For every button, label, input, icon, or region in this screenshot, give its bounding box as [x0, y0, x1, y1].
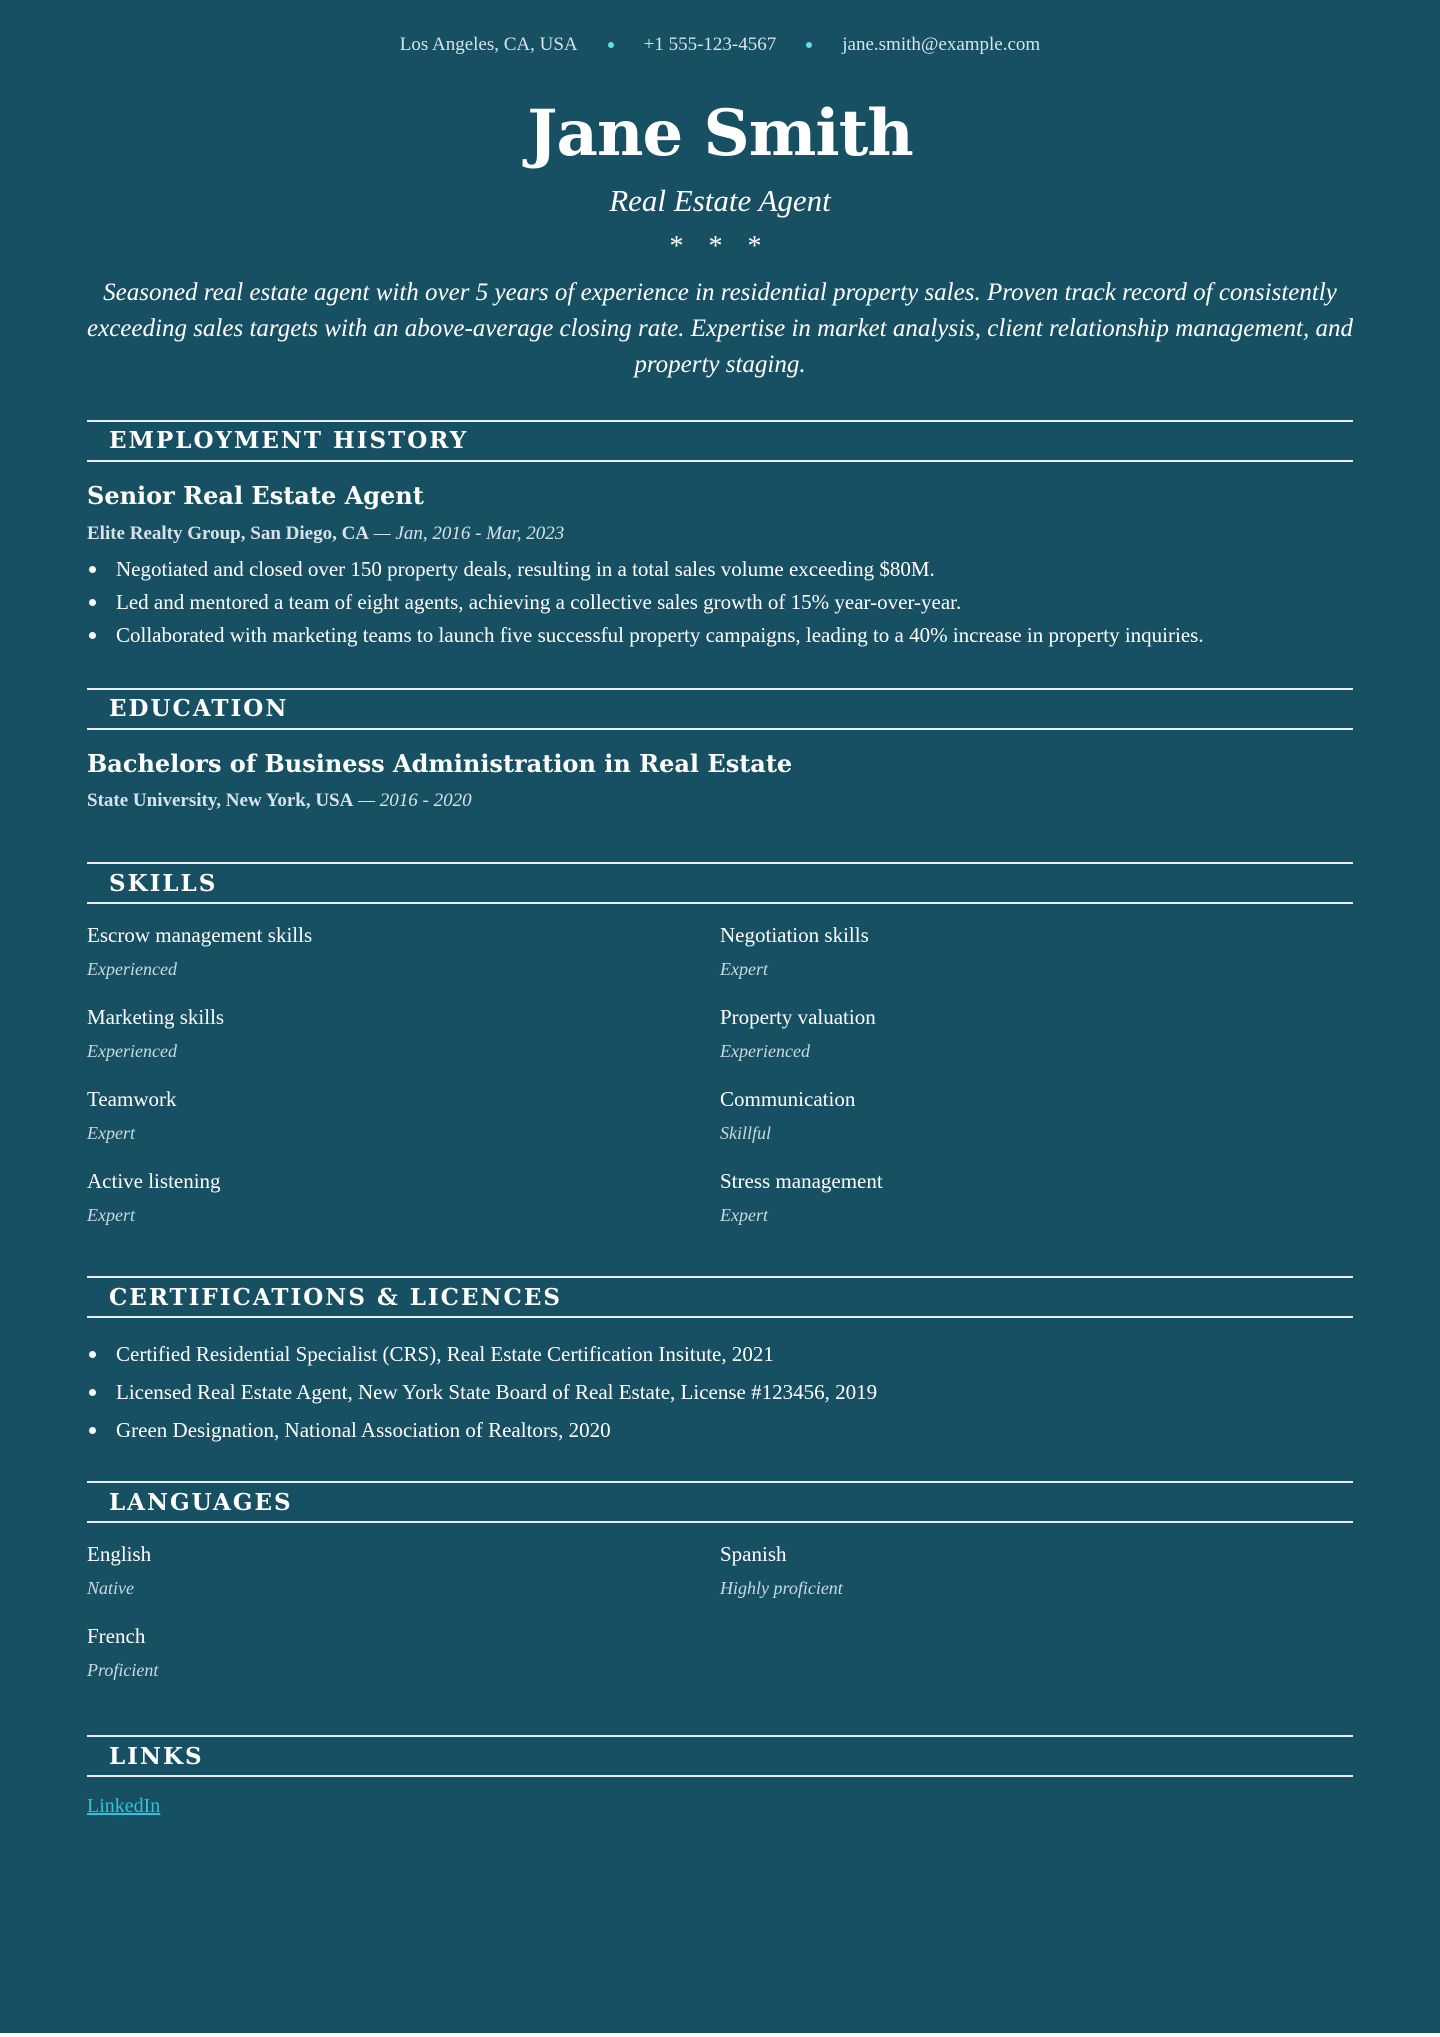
employment-entry: [87, 482, 1353, 652]
language-level: Native: [87, 1577, 134, 1598]
list-item: Led and mentored a team of eight agents, achieving a collective sales growth of 15% year-over-year.: [87, 586, 1353, 619]
skill-item: [720, 924, 1353, 1006]
skill-level: Expert: [87, 1122, 135, 1143]
list-item: Green Designation, National Association of Realtors, 2020: [87, 1411, 1353, 1449]
skill-level: Expert: [87, 1204, 135, 1225]
links-list: [87, 1795, 1353, 1818]
skill-level: Expert: [720, 1204, 768, 1225]
education-meta: [87, 790, 1353, 812]
candidate-name: Jane Smith: [527, 96, 913, 171]
skill-item: [87, 924, 720, 1006]
skill-item: [720, 1088, 1353, 1170]
skills-grid: [87, 924, 1353, 1252]
skill-level: Experienced: [720, 1040, 810, 1061]
contact-separator-dot: [806, 42, 812, 48]
skill-name: Negotiation skills: [720, 923, 869, 948]
linkedin-link[interactable]: LinkedIn: [87, 1795, 161, 1818]
contact-location: Los Angeles, CA, USA: [399, 34, 578, 55]
skill-level: Experienced: [87, 1040, 177, 1061]
skill-name: Communication: [720, 1087, 856, 1112]
contact-phone: +1 555-123-4567: [643, 34, 777, 55]
job-dates: — Jan, 2016 - Mar, 2023: [369, 522, 565, 544]
job-employer: Elite Realty Group, San Diego, CA: [87, 522, 370, 544]
job-achievements: [87, 553, 1353, 652]
language-item: [87, 1543, 720, 1625]
language-level: Proficient: [87, 1659, 159, 1680]
skill-item: [720, 1170, 1353, 1252]
section-heading-links: LINKS: [87, 1735, 1353, 1777]
skill-name: Escrow management skills: [87, 923, 313, 948]
language-name: Spanish: [720, 1542, 787, 1567]
candidate-title: Real Estate Agent: [609, 183, 831, 218]
skill-name: Stress management: [720, 1169, 883, 1194]
section-heading-languages: LANGUAGES: [87, 1481, 1353, 1523]
skill-name: Teamwork: [87, 1087, 177, 1112]
section-heading-education: EDUCATION: [87, 688, 1353, 730]
profile-summary: Seasoned real estate agent with over 5 years of experience in residential property sales. Proven track record of consistently exceeding sales targets with an above-average closing rate. Expertise in market analysis, client relationship management, and property staging.: [87, 278, 1353, 378]
school-name: State University, New York, USA: [87, 790, 354, 812]
list-item: Collaborated with marketing teams to launch five successful property campaigns, leading to a 40% increase in property inquiries.: [87, 619, 1353, 652]
skill-name: Property valuation: [720, 1005, 876, 1030]
language-item: [720, 1543, 1353, 1625]
contact-email: jane.smith@example.com: [842, 34, 1041, 55]
list-item: Licensed Real Estate Agent, New York State Board of Real Estate, License #123456, 2019: [87, 1373, 1353, 1411]
section-heading-certifications: CERTIFICATIONS & LICENCES: [87, 1276, 1353, 1318]
list-item: Negotiated and closed over 150 property deals, resulting in a total sales volume exceeding $80M.: [87, 553, 1353, 586]
section-heading-employment: EMPLOYMENT HISTORY: [87, 420, 1353, 462]
header-divider: * * *: [669, 231, 771, 263]
skill-name: Marketing skills: [87, 1005, 225, 1030]
language-level: Highly proficient: [720, 1577, 843, 1598]
skill-item: [87, 1170, 720, 1252]
skill-item: [87, 1006, 720, 1088]
skill-level: Experienced: [87, 958, 177, 979]
skill-level: Skillful: [720, 1122, 771, 1143]
language-name: French: [87, 1624, 146, 1649]
job-meta: [87, 523, 1353, 545]
contact-separator-dot: [608, 42, 614, 48]
education-dates: — 2016 - 2020: [353, 790, 472, 812]
language-item: [87, 1625, 720, 1707]
list-item: Certified Residential Specialist (CRS), Real Estate Certification Insitute, 2021: [87, 1335, 1353, 1373]
skill-name: Active listening: [87, 1169, 221, 1194]
skill-level: Expert: [720, 958, 768, 979]
education-entry: [87, 750, 1353, 813]
skill-item: [87, 1088, 720, 1170]
languages-grid: [87, 1543, 1353, 1707]
job-title: Senior Real Estate Agent: [87, 480, 424, 510]
section-heading-skills: SKILLS: [87, 862, 1353, 904]
contact-bar: [87, 0, 1353, 60]
degree-title: Bachelors of Business Administration in Real Estate: [87, 748, 793, 778]
certifications-list: [87, 1335, 1353, 1449]
language-name: English: [87, 1542, 152, 1567]
skill-item: [720, 1006, 1353, 1088]
